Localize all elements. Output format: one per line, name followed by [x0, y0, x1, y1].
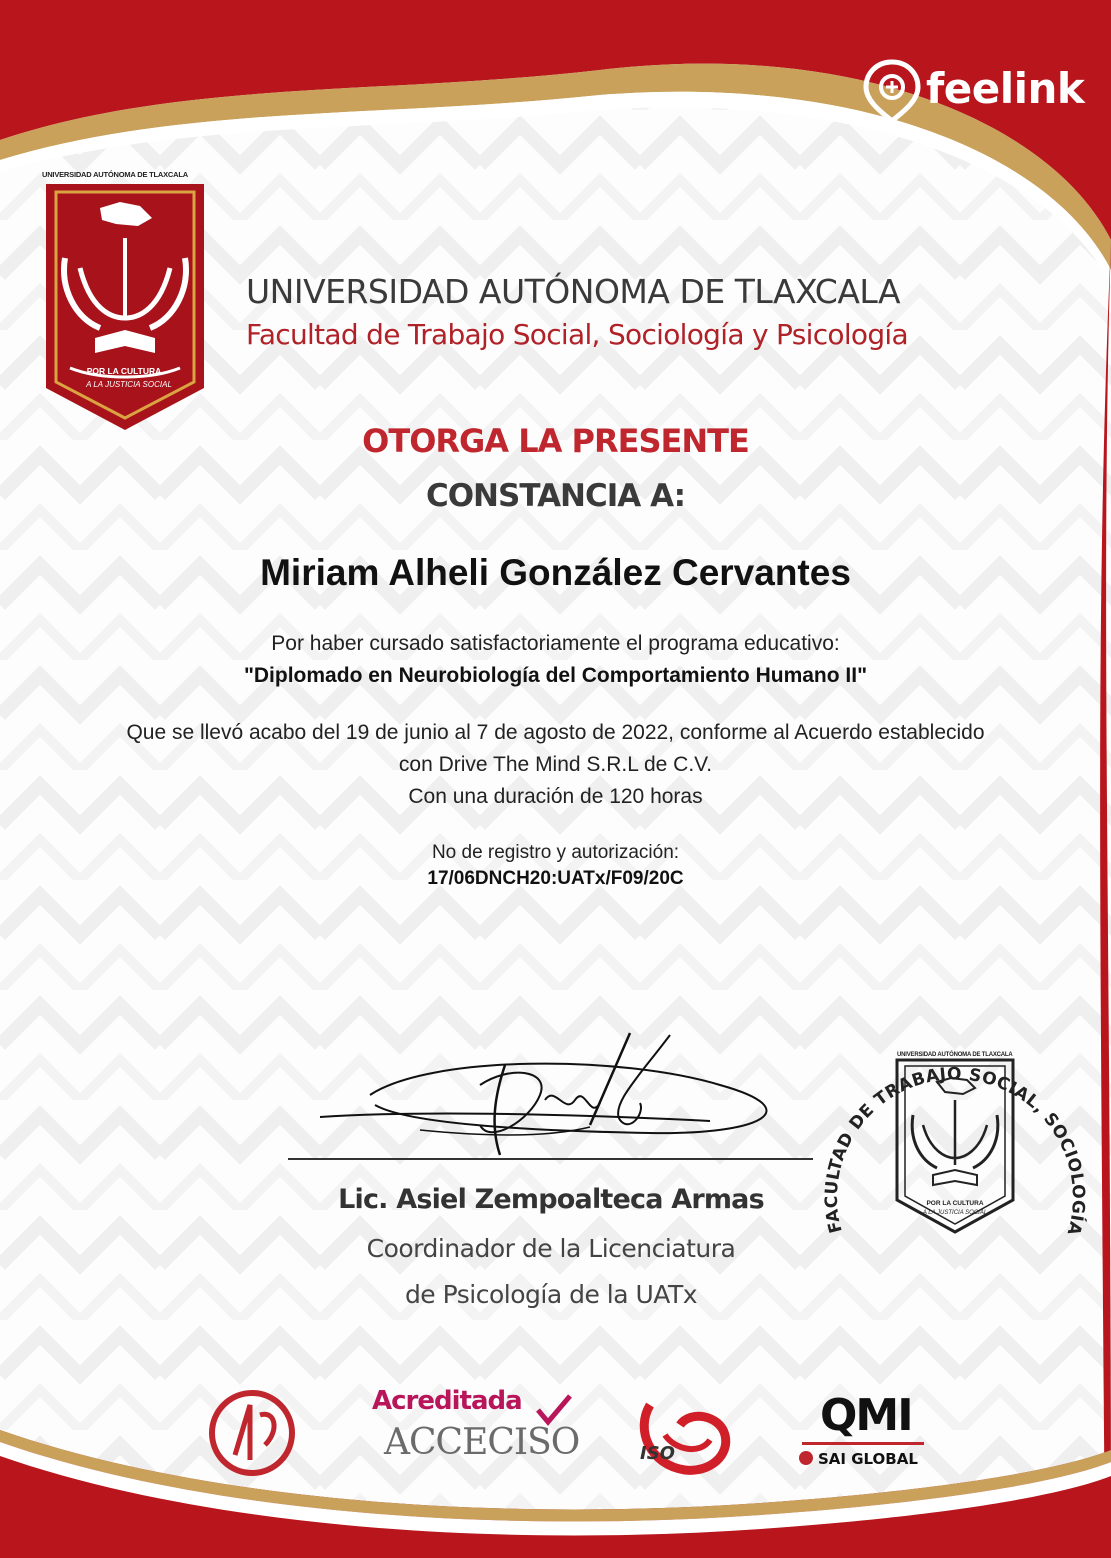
iso-logo — [630, 1385, 740, 1485]
seal-stamp-icon — [805, 1000, 1105, 1265]
handwritten-signature — [290, 1025, 810, 1165]
program-name: "Diplomado en Neurobiología del Comportamiento Humano II" — [243, 664, 868, 687]
dates-text: Que se llevó acabo del 19 de junio al 7 de agosto de 2022, conforme al Acuerdo establecido — [126, 721, 985, 744]
qmi-underline — [802, 1442, 924, 1445]
acreditada-label: Acreditada — [372, 1386, 522, 1416]
signatory-name: Lic. Asiel Zempoalteca Armas — [338, 1184, 764, 1215]
registry-label: No de registro y autorización: — [431, 842, 680, 863]
qmi-logo — [798, 1390, 938, 1480]
recipient-name: Miriam Alheli González Cervantes — [260, 552, 851, 593]
crest-shield-icon — [40, 168, 210, 433]
qmi-label: QMI — [820, 1390, 912, 1441]
reason-text: Por haber cursado satisfactoriamente el programa educativo: — [271, 632, 840, 655]
autorrealizacion-logo — [190, 1375, 315, 1490]
seal-top-text: UNIVERSIDAD AUTÓNOMA DE TLAXCALA — [897, 1052, 1013, 1058]
sai-global-dot-icon — [798, 1450, 814, 1466]
feelink-logo — [862, 58, 1092, 124]
location-pin-icon — [862, 58, 922, 124]
crest-motto-2: A LA JUSTICIA SOCIAL — [86, 380, 172, 389]
signatory-title-1: Coordinador de la Licenciatura — [366, 1234, 736, 1263]
grant-line: OTORGA LA PRESENTE — [362, 422, 749, 460]
iso-swirl-icon — [630, 1385, 740, 1485]
crest-top-text: UNIVERSIDAD AUTÓNOMA DE TLAXCALA — [42, 170, 188, 179]
crest-motto-1: POR LA CULTURA — [86, 366, 162, 376]
agreement-text: con Drive The Mind S.R.L de C.V. — [398, 753, 713, 776]
autorrealizacion-emblem-icon — [190, 1375, 315, 1490]
ceciso-label: ACCECISO — [384, 1422, 580, 1463]
sai-global-label: SAI GLOBAL — [818, 1450, 918, 1468]
university-title: UNIVERSIDAD AUTÓNOMA DE TLAXCALA — [246, 272, 901, 311]
registry-number: 17/06DNCH20:UATx/F09/20C — [427, 868, 684, 889]
seal-motto-1: POR LA CULTURA — [926, 1200, 984, 1207]
document-line: CONSTANCIA A: — [425, 478, 686, 514]
brand-name: feelink — [926, 64, 1085, 113]
faculty-title: Facultad de Trabajo Social, Sociología y Psicología — [246, 318, 908, 351]
signature-line — [288, 1158, 813, 1160]
seal-motto-2: A LA JUSTICIA SOCIAL — [922, 1210, 988, 1216]
iso-label: ISO — [640, 1443, 675, 1464]
signatory-title-2: de Psicología de la UATx — [404, 1280, 698, 1309]
faculty-seal — [805, 1000, 1105, 1265]
ceciso-accreditation-logo — [372, 1386, 580, 1484]
duration-text: Con una duración de 120 horas — [408, 785, 703, 808]
university-crest — [40, 168, 210, 433]
svg-text:FACULTAD DE TRABAJO SOCIAL, SO: FACULTAD DE TRABAJO SOCIAL, SOCIOLOGÍA — [821, 1064, 1089, 1238]
